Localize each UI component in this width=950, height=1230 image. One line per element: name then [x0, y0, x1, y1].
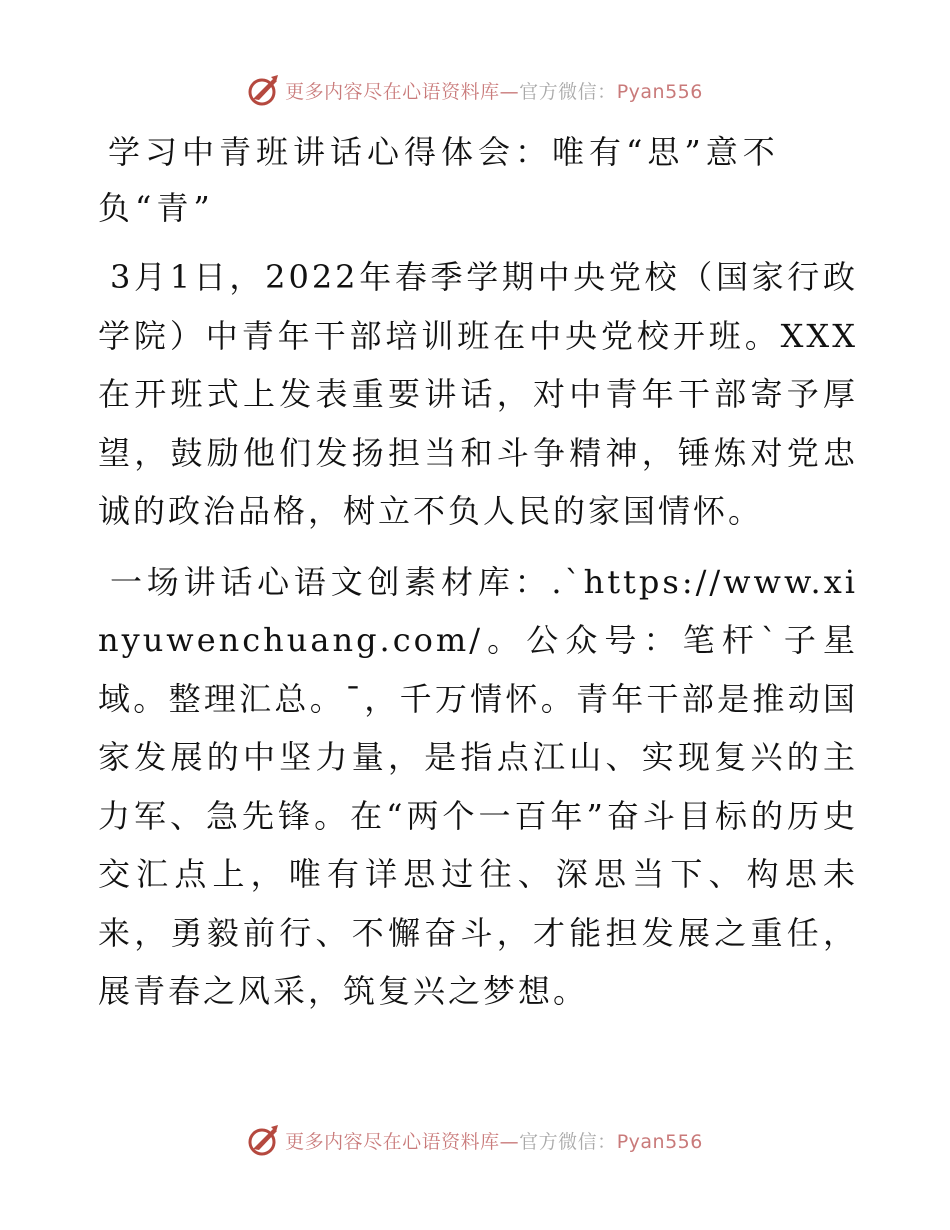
header-wechat-id: Pyan556 [616, 80, 703, 103]
footer-wechat-label: 官方微信： [519, 1130, 617, 1153]
header-wechat-label: 官方微信： [519, 80, 617, 103]
footer-banner [0, 1122, 950, 1158]
quill-pen-logo-icon [247, 1123, 281, 1157]
header-separator: — [499, 80, 520, 103]
quill-pen-logo-icon [247, 73, 281, 107]
paragraph-1: 3月1日，2022年春季学期中央党校（国家行政学院）中青年干部培训班在中央党校开班。XXX在开班式上发表重要讲话，对中青年干部寄予厚望，鼓励他们发扬担当和斗争精神，锤炼对党忠诚的政治品格，树立不负人民的家国情怀。 [98, 258, 858, 530]
header-brand-text: 更多内容尽在心语资料库 [285, 80, 500, 103]
document-body [98, 118, 858, 1033]
document-title: 学习中青班讲话心得体会：唯有“思”意不负“青” [98, 133, 780, 227]
header-banner [0, 72, 950, 108]
footer-separator: — [499, 1130, 520, 1153]
paragraph-2: 一场讲话心语文创素材库：.`https://www.xinyuwenchuang.com/。公众号：笔杆`子星域。整理汇总。¯，千万情怀。青年干部是推动国家发展的中坚力量，是指点江山、实现复兴的主力军、急先锋。在“两个一百年”奋斗目标的历史交汇点上，唯有详思过往、深思当下、构思未来，勇毅前行、不懈奋斗，才能担发展之重任，展青春之风采，筑复兴之梦想。 [98, 562, 858, 1010]
footer-brand-text: 更多内容尽在心语资料库 [285, 1130, 500, 1153]
footer-wechat-id: Pyan556 [616, 1130, 703, 1153]
